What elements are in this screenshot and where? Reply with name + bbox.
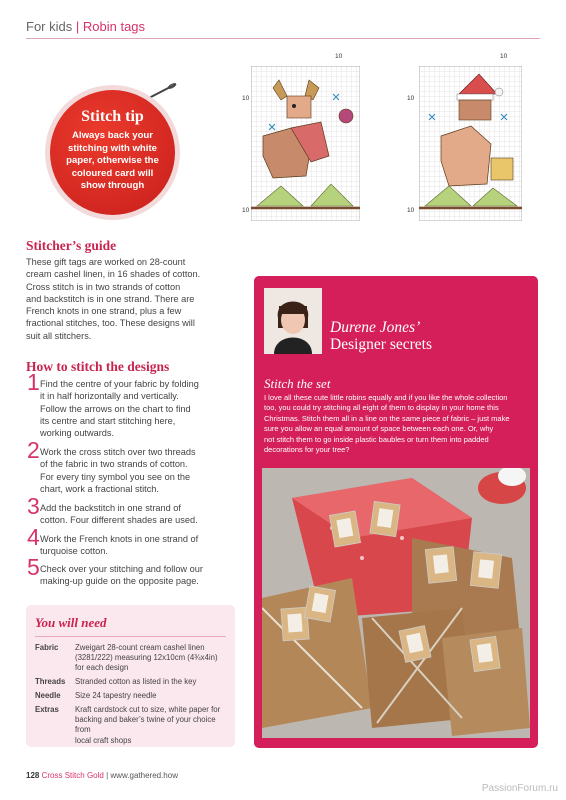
section-label: For kids bbox=[26, 19, 73, 34]
step-text bbox=[40, 378, 235, 439]
step-line: making-up guide on the opposite page. bbox=[40, 576, 199, 587]
stitch-tip-line: show through bbox=[80, 180, 145, 191]
how-to-step bbox=[27, 554, 235, 588]
designer-name-block bbox=[330, 319, 432, 353]
page-header bbox=[26, 19, 145, 34]
step-number: 1 bbox=[27, 369, 40, 395]
guide-line: suit all stitchers. bbox=[26, 330, 92, 341]
step-line: working outwards. bbox=[40, 428, 115, 439]
stitchers-guide-heading: Stitcher’s guide bbox=[26, 238, 117, 253]
page-title: Robin tags bbox=[82, 19, 146, 34]
need-label: Extras bbox=[35, 705, 59, 714]
step-line: Add the backstitch in one strand of bbox=[40, 503, 181, 513]
need-label: Needle bbox=[35, 691, 61, 700]
you-will-need-box bbox=[26, 605, 235, 747]
step-line: Follow the arrows on the chart to find bbox=[40, 403, 191, 414]
page-footer bbox=[26, 771, 178, 780]
magazine-name: Cross Stitch Gold bbox=[41, 771, 104, 780]
step-line: Check over your stitching and follow our bbox=[40, 564, 203, 574]
step-text bbox=[40, 502, 235, 527]
stitchers-guide-text bbox=[26, 256, 241, 342]
stitch-the-set-text bbox=[264, 393, 528, 455]
chart-tick-label: 10 bbox=[407, 207, 415, 214]
how-to-heading: How to stitch the designs bbox=[26, 359, 170, 374]
need-label: Threads bbox=[35, 677, 66, 686]
need-line: for each design bbox=[75, 663, 129, 673]
need-value bbox=[75, 691, 225, 701]
gift-tags-photo bbox=[262, 468, 530, 738]
need-value bbox=[75, 705, 225, 746]
need-row-needle bbox=[35, 691, 225, 701]
designer-line: sure you allow an equal amount of space between each one. Or, why bbox=[264, 424, 494, 434]
stitch-tip-line: coloured card will bbox=[71, 167, 154, 179]
step-line: turquoise cotton. bbox=[40, 546, 108, 557]
need-line: Stranded cotton as listed in the key bbox=[75, 677, 197, 686]
you-will-need-title: You will need bbox=[35, 615, 107, 630]
designer-line: decorations for your tree? bbox=[264, 445, 350, 455]
guide-line: Cross stitch is in two strands of cotton bbox=[26, 281, 181, 292]
chart-tick-label: 10 bbox=[407, 95, 415, 102]
step-line: of the fabric in two strands of cotton. bbox=[40, 459, 188, 470]
need-line: local craft shops bbox=[75, 735, 132, 745]
step-text bbox=[40, 446, 235, 495]
need-line: Kraft cardstock cut to size, white paper for bbox=[75, 705, 221, 714]
stitch-tip-line: Always back your bbox=[71, 130, 154, 141]
step-line: its centre and start stitching here, bbox=[40, 415, 176, 426]
designer-line: Christmas. Stitch them all in a line on the same piece of fabric – just make bbox=[264, 413, 510, 423]
step-line: For every tiny symbol you see on the bbox=[40, 471, 191, 482]
guide-line: and backstitch is in one strand. There are bbox=[26, 293, 195, 304]
need-value bbox=[75, 677, 225, 687]
designer-subtitle: Designer secrets bbox=[330, 336, 432, 353]
website: www.gathered.how bbox=[110, 771, 178, 780]
designer-line: I love all these cute little robins equally and if you like the whole collection bbox=[264, 393, 508, 402]
header-rule bbox=[26, 38, 540, 39]
step-text bbox=[40, 533, 235, 558]
robin-hat-chart bbox=[419, 66, 522, 221]
watermark: PassionForum.ru bbox=[481, 783, 558, 794]
step-line: cotton. Four different shades are used. bbox=[40, 515, 198, 526]
how-to-step bbox=[27, 369, 235, 439]
step-line: Find the centre of your fabric by folding bbox=[40, 379, 199, 389]
step-number: 5 bbox=[27, 554, 40, 580]
step-number: 4 bbox=[27, 524, 40, 550]
how-to-step bbox=[27, 524, 235, 558]
stitch-tip-badge bbox=[50, 90, 175, 215]
designer-name: Durene Jones’ bbox=[330, 319, 421, 336]
chart-tick-label: 10 bbox=[335, 53, 343, 60]
stitch-tip-body bbox=[50, 130, 175, 193]
need-line: backing and baker’s twine of your choice from bbox=[75, 715, 216, 735]
chart-tick-label: 10 bbox=[500, 53, 508, 60]
guide-line: fractional stitches, too. These designs will bbox=[26, 318, 195, 329]
need-line: Zweigart 28-count cream cashel linen bbox=[75, 643, 205, 652]
stitch-tip-line: stitching with white bbox=[67, 142, 157, 154]
need-line: Size 24 tapestry needle bbox=[75, 691, 157, 700]
step-number: 3 bbox=[27, 493, 40, 519]
how-to-step bbox=[27, 437, 235, 495]
designer-line: too, you could try stitching all eight of them to display in your home this bbox=[264, 403, 499, 413]
need-row-fabric bbox=[35, 643, 225, 674]
stitch-the-set-title: Stitch the set bbox=[264, 376, 331, 391]
chart-tick-label: 10 bbox=[242, 207, 250, 214]
step-line: chart, work a fractional stitch. bbox=[40, 483, 159, 494]
page-number: 128 bbox=[26, 771, 40, 780]
designer-line: not stitch them to go inside plastic baubles or turn them into padded bbox=[264, 434, 489, 444]
stitch-tip-title: Stitch tip bbox=[81, 108, 144, 125]
guide-line: These gift tags are worked on 28-count bbox=[26, 257, 186, 267]
need-row-extras bbox=[35, 705, 225, 746]
footer-separator: | bbox=[106, 771, 109, 780]
designer-portrait bbox=[264, 288, 322, 354]
step-line: Work the cross stitch over two threads bbox=[40, 447, 196, 457]
guide-line: cream cashel linen, in 16 shades of cotton. bbox=[26, 269, 201, 280]
robin-reindeer-chart bbox=[251, 66, 360, 221]
need-row-threads bbox=[35, 677, 225, 687]
need-line: (3281/222) measuring 12x10cm (4¾x4in) bbox=[75, 653, 218, 663]
chart-tick-label: 10 bbox=[242, 95, 250, 102]
guide-line: French knots in one strand, plus a few bbox=[26, 306, 182, 317]
header-separator: | bbox=[75, 19, 80, 34]
need-value bbox=[75, 643, 225, 674]
divider bbox=[35, 636, 226, 637]
step-line: Work the French knots in one strand of bbox=[40, 534, 199, 544]
step-number: 2 bbox=[27, 437, 40, 463]
step-text bbox=[40, 563, 235, 588]
stitch-tip-line: paper, otherwise the bbox=[66, 155, 159, 166]
step-line: it in half horizontally and vertically. bbox=[40, 391, 179, 402]
how-to-step bbox=[27, 493, 235, 527]
need-label: Fabric bbox=[35, 643, 59, 652]
